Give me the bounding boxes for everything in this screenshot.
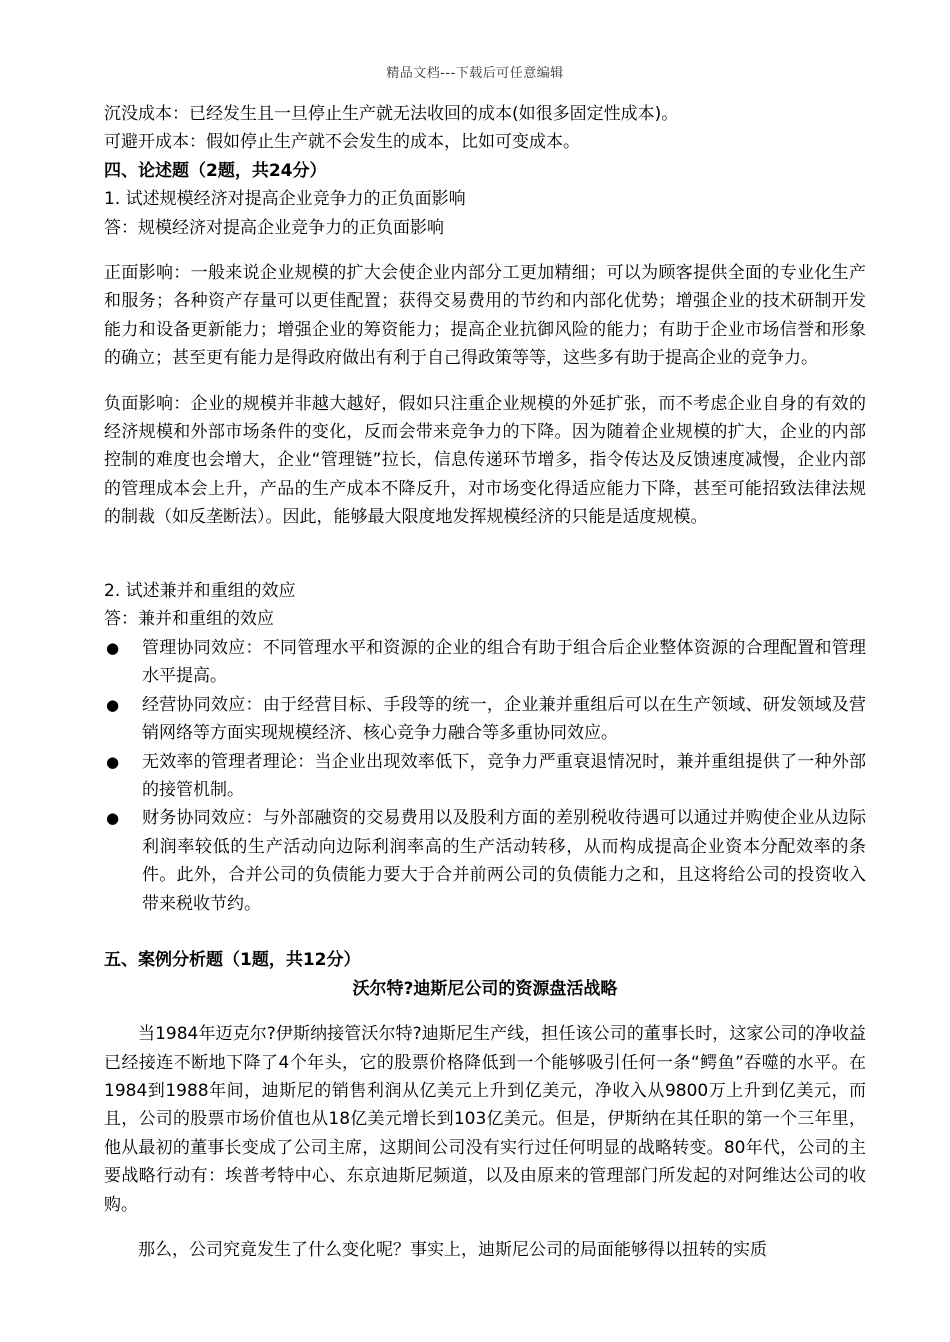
avoidable-cost-line: 可避开成本：假如停止生产就不会发生的成本，比如可变成本。 [104, 132, 580, 153]
bullet-text: 无效率的管理者理论：当企业出现效率低下，竞争力严重衰退情况时，兼并重组提供了一种外部的接管机制。 [142, 751, 866, 800]
question-1: 1. 试述规模经济对提高企业竞争力的正负面影响 [104, 189, 466, 210]
blank-line [104, 918, 866, 946]
page-header: 精品文档---下载后可任意编辑 [386, 66, 564, 81]
case-title: 沃尔特?迪斯尼公司的资源盘活战略 [352, 978, 618, 999]
bullet-icon: ● [106, 638, 120, 657]
question-2: 2. 试述兼并和重组的效应 [104, 581, 296, 602]
negative-impact-paragraph: 负面影响：企业的规模并非越大越好，假如只注重企业规模的外延扩张，而不考虑企业自身的有效的经济规模和外部市场条件的变化，反而会带来竞争力的下降。因为随着企业规模的扩大，企业的内部控制的难度也会增大，企业“管理链”拉长，信息传递环节增多，指令传达及反馈速度减慢，企业内部的管理成本会上升，产品的生产成本不降反升，对市场变化得适应能力下降，甚至可能招致法律法规的制裁（如反垄断法）。因此，能够最大限度地发挥规模经济的只能是适度规模。 [104, 393, 866, 528]
section-5-title: 五、案例分析题（1题，共12分） [104, 950, 361, 971]
answer-2-heading: 答：兼并和重组的效应 [104, 609, 274, 630]
case-paragraph-1: 当1984年迈克尔?伊斯纳接管沃尔特?迪斯尼生产线，担任该公司的董事长时，这家公司的净收益已经接连不断地下降了4个年头，它的股票价格降低到一个能够吸引任何一条“鳄鱼”吞噬的水平。在1984到1988年间，迪斯尼的销售利润从亿美元上升到亿美元，净收入从9800万上升到亿美元，而且，公司的股票市场价值也从18亿美元增长到103亿美元。但是，伊斯纳在其任职的第一个三年里，他从最初的董事长变成了公司主席，这期间公司没有实行过任何明显的战略转变。80年代，公司的主要战略行动有：埃普考特中心、东京迪斯尼频道，以及由原来的管理部门所发起的对阿维达公司的收购。 [104, 1024, 866, 1215]
bullet-text: 经营协同效应：由于经营目标、手段等的统一，企业兼并重组后可以在生产领域、研发领域及营销网络等方面实现规模经济、核心竞争力融合等多重协同效应。 [142, 694, 866, 744]
list-item [104, 804, 866, 918]
section-4-title: 四、论述题（2题，共24分） [104, 160, 327, 181]
list-item [104, 634, 866, 691]
positive-impact-paragraph: 正面影响：一般来说企业规模的扩大会使企业内部分工更加精细；可以为顾客提供全面的专业化生产和服务；各种资产存量可以更佳配置；获得交易费用的节约和内部化优势；增强企业的技术研制开发能力和设备更新能力；增强企业的筹资能力；提高企业抗御风险的能力；有助于企业市场信誉和形象的确立；甚至更有能力是得政府做出有利于自己得政策等等，这些多有助于提高企业的竞争力。 [104, 263, 866, 369]
bullet-text: 管理协同效应：不同管理水平和资源的企业的组合有助于组合后企业整体资源的合理配置和管理水平提高。 [142, 637, 866, 687]
answer-1-heading: 答：规模经济对提高企业竞争力的正负面影响 [104, 217, 444, 238]
bullet-icon: ● [106, 752, 120, 771]
bullet-icon: ● [106, 809, 120, 828]
case-paragraph-2: 那么，公司究竟发生了什么变化呢？事实上，迪斯尼公司的局面能够得以扭转的实质 [138, 1240, 767, 1260]
bullet-icon: ● [106, 695, 120, 714]
blank-line [104, 549, 866, 577]
list-item [104, 691, 866, 748]
sunk-cost-line: 沉没成本：已经发生且一旦停止生产就无法收回的成本(如很多固定性成本)。 [104, 104, 679, 124]
bullet-text: 财务协同效应：与外部融资的交易费用以及股利方面的差别税收待遇可以通过并购使企业从边际利润率较低的生产活动向边际利润率高的生产活动转移，从而构成提高企业资本分配效率的条件。此外，合并公司的负债能力要大于合并前两公司的负债能力之和，且这将给公司的投资收入带来税收节约。 [142, 808, 866, 914]
list-item [104, 748, 866, 805]
document-body [104, 100, 866, 1281]
